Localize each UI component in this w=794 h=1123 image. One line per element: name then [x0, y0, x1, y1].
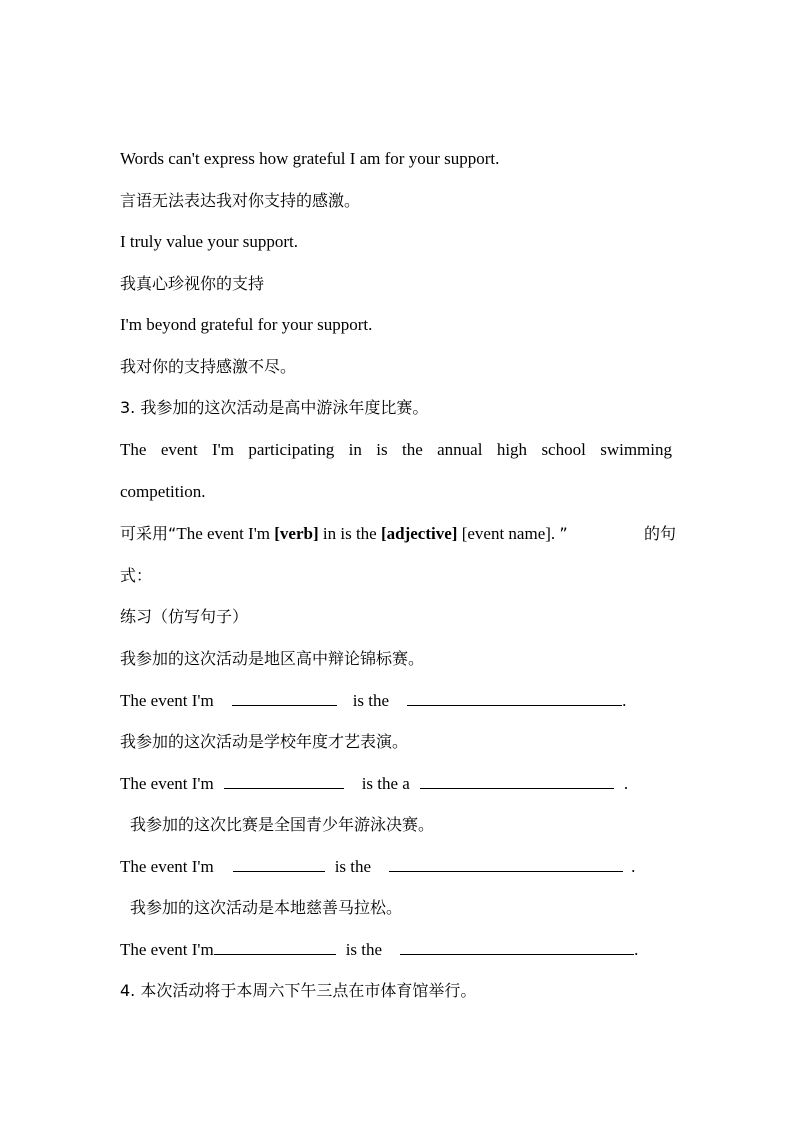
- word: participating: [248, 440, 335, 459]
- practice-end: .: [634, 940, 639, 959]
- practice-heading: 练习（仿写句子）: [120, 607, 249, 626]
- pattern-left: [120, 524, 568, 544]
- item-3-heading: 3. 我参加的这次活动是高中游泳年度比赛。: [120, 398, 429, 417]
- practice-end: .: [622, 691, 627, 710]
- sentence-en-1: Words can't express how grateful I am for your support.: [120, 149, 500, 168]
- practice-end: .: [631, 857, 636, 876]
- word: is: [376, 440, 388, 459]
- fill-blank[interactable]: [420, 773, 614, 789]
- practice-text-a: The event I'm: [120, 940, 214, 959]
- fill-blank[interactable]: [224, 773, 344, 789]
- fill-blank[interactable]: [407, 690, 622, 706]
- practice-text-b: is the: [345, 940, 383, 959]
- practice-end: .: [623, 774, 629, 793]
- sentence-en-2: I truly value your support.: [120, 232, 298, 251]
- pattern-suffix-continuation: 式：: [120, 566, 153, 585]
- word: The: [120, 440, 147, 459]
- practice-text-b: is the: [352, 691, 390, 710]
- pattern-suffix: 的句: [643, 524, 676, 543]
- practice-text-b: is the: [334, 857, 372, 876]
- quote-open: “: [168, 524, 177, 543]
- quote-close: ”: [559, 524, 568, 543]
- fill-blank[interactable]: [232, 690, 337, 706]
- practice-en-3: [120, 856, 635, 877]
- word: event: [160, 440, 198, 459]
- item-4-heading: 4. 本次活动将于本周六下午三点在市体育馆举行。: [120, 981, 477, 1000]
- practice-en-2: [120, 773, 628, 794]
- pattern-adjective: [adjective]: [380, 524, 458, 543]
- pattern-sentence: [120, 524, 676, 544]
- practice-text-a: The event I'm: [120, 857, 214, 876]
- pattern-prefix: 可采用: [120, 524, 169, 543]
- fill-blank[interactable]: [389, 856, 623, 872]
- practice-text-b: is the a: [361, 774, 410, 793]
- practice-cn-4: 我参加的这次活动是本地慈善马拉松。: [130, 898, 403, 917]
- word: swimming: [600, 440, 672, 459]
- pattern-verb: [verb]: [274, 524, 319, 543]
- practice-cn-3: 我参加的这次比赛是全国青少年游泳决赛。: [130, 815, 435, 834]
- word: the: [401, 440, 423, 459]
- practice-text-a: The event I'm: [120, 691, 214, 710]
- pattern-text-a: The event I'm: [176, 524, 275, 543]
- justified-sentence: [120, 440, 672, 460]
- sentence-continuation: competition.: [120, 482, 206, 501]
- word: in: [348, 440, 362, 459]
- pattern-text-b: in is the: [318, 524, 381, 543]
- word: high: [496, 440, 528, 459]
- practice-text-a: The event I'm: [120, 774, 214, 793]
- fill-blank[interactable]: [233, 856, 325, 872]
- word: I'm: [212, 440, 234, 459]
- sentence-cn-1: 言语无法表达我对你支持的感激。: [120, 191, 361, 210]
- sentence-en-3: I'm beyond grateful for your support.: [120, 315, 373, 334]
- word: annual: [437, 440, 483, 459]
- sentence-cn-3: 我对你的支持感激不尽。: [120, 357, 297, 376]
- word: school: [541, 440, 586, 459]
- practice-en-1: [120, 690, 626, 711]
- pattern-text-c: [event name].: [457, 524, 560, 543]
- fill-blank[interactable]: [214, 939, 336, 955]
- sentence-cn-2: 我真心珍视你的支持: [120, 274, 265, 293]
- practice-cn-2: 我参加的这次活动是学校年度才艺表演。: [120, 732, 409, 751]
- fill-blank[interactable]: [400, 939, 634, 955]
- practice-cn-1: 我参加的这次活动是地区高中辩论锦标赛。: [120, 649, 425, 668]
- practice-en-4: [120, 939, 638, 960]
